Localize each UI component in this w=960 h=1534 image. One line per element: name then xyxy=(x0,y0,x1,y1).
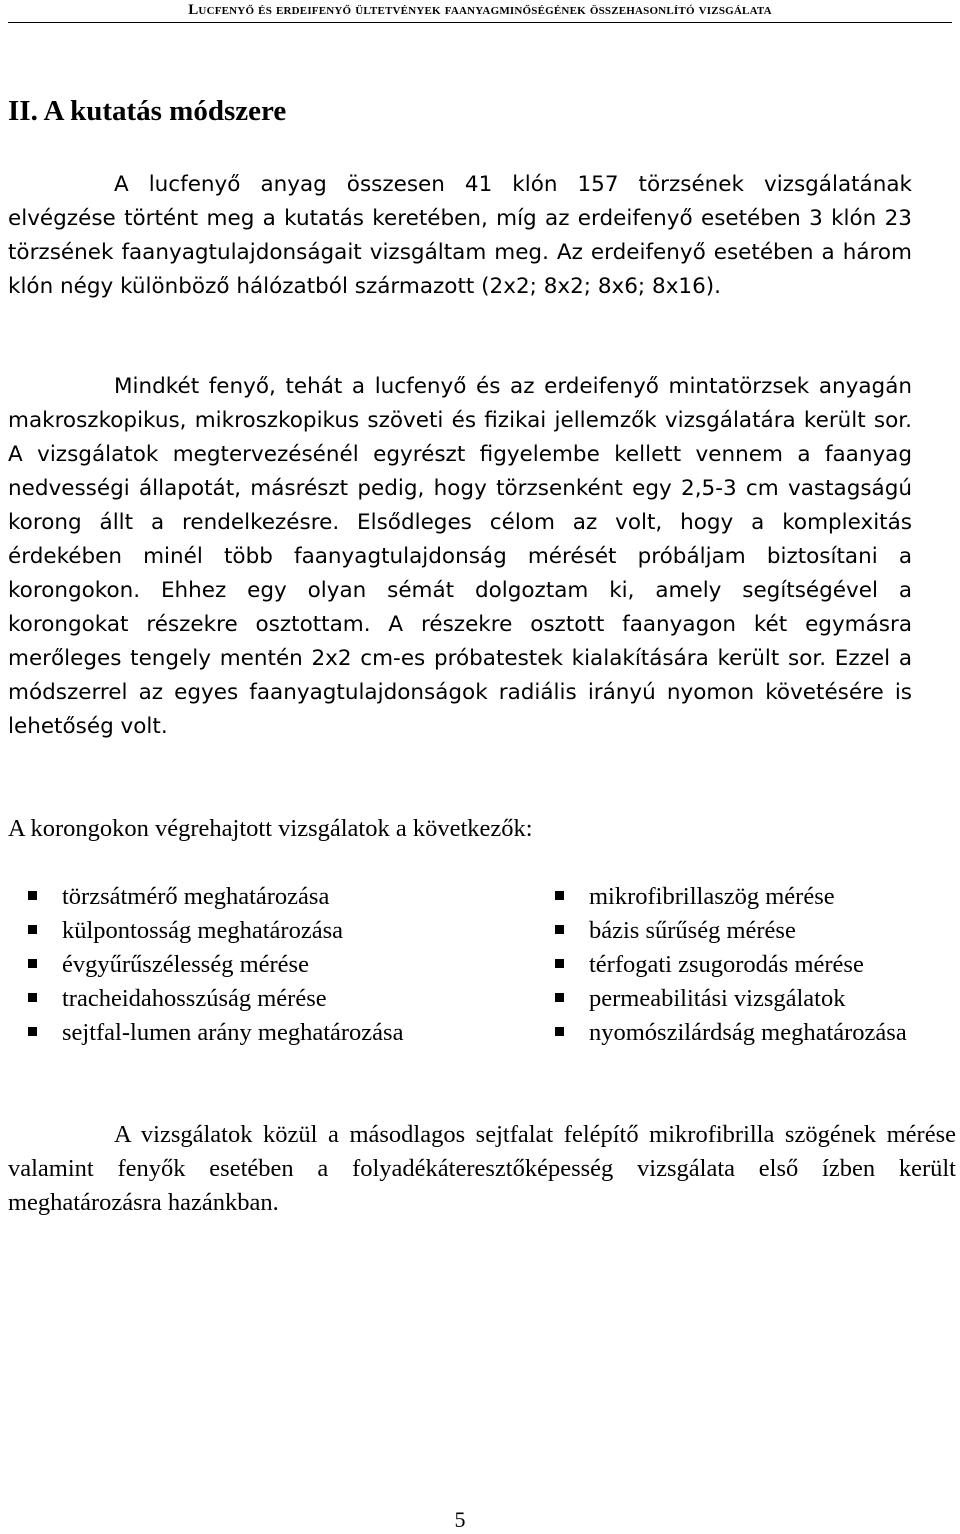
square-bullet-icon xyxy=(28,891,37,900)
list-item-text: törzsátmérő meghatározása xyxy=(62,883,330,910)
list-item xyxy=(28,948,498,982)
paragraph-methods: Mindkét fenyő, tehát a lucfenyő és az erdeifenyő mintatörzsek anyagán makroszkopikus, mikroszkopikus szöveti és fizikai jellemzők vizsgálatára került sor. A vizsgálatok megtervezésénél egyrészt figyelembe kellett vennem a faanyag nedvességi állapotát, másrészt pedig, hogy törzsenként egy 2,5-3 cm vastagságú korong állt a rendelkezésre. Elsődleges célom az volt, hogy a komplexitás érdekében minél több faanyagtulajdonság mérését próbáljam biztosítani a korongokon. Ehhez egy olyan sémát dolgoztam ki, amely segítségével a korongokat részekre osztottam. A részekre osztott faanyagon két egymásra merőleges tengely mentén 2x2 cm-es próbatestek kialakítására került sor. Ezzel a módszerrel az egyes faanyagtulajdonságok radiális irányú nyomon követésére is lehetőség volt. xyxy=(8,374,912,739)
list-item-text: külpontosság meghatározása xyxy=(62,917,343,944)
square-bullet-icon xyxy=(555,891,564,900)
measurements-list-left xyxy=(28,880,498,1050)
list-item xyxy=(555,880,955,914)
list-item xyxy=(28,1016,498,1050)
square-bullet-icon xyxy=(28,993,37,1002)
list-item-text: évgyűrűszélesség mérése xyxy=(62,951,309,978)
list-item-text: nyomószilárdság meghatározása xyxy=(589,1019,907,1046)
square-bullet-icon xyxy=(555,959,564,968)
list-item-text: bázis sűrűség mérése xyxy=(589,917,796,944)
square-bullet-icon xyxy=(28,959,37,968)
square-bullet-icon xyxy=(555,993,564,1002)
list-item-text: permeabilitási vizsgálatok xyxy=(589,985,846,1012)
page-number: 5 xyxy=(454,1507,466,1532)
list-item-text: tracheidahosszúság mérése xyxy=(62,985,327,1012)
measurements-intro: A korongokon végrehajtott vizsgálatok a következők: xyxy=(8,815,533,842)
list-item-text: mikrofibrillaszög mérése xyxy=(589,883,835,910)
list-item xyxy=(555,982,955,1016)
list-item xyxy=(28,914,498,948)
list-item xyxy=(555,914,955,948)
square-bullet-icon xyxy=(28,1027,37,1036)
paragraph-materials: A lucfenyő anyag összesen 41 klón 157 törzsének vizsgálatának elvégzése történt meg a kutatás keretében, míg az erdeifenyő esetében 3 klón 23 törzsének faanyagtulajdonságait vizsgáltam meg. Az erdeifenyő esetében a három klón négy különböző hálózatból származott (2x2; 8x2; 8x6; 8x16). xyxy=(8,172,912,299)
paragraph-novelty: A vizsgálatok közül a másodlagos sejtfalat felépítő mikrofibrilla szögének mérése valamint fenyők esetében a folyadékáteresztőképesség vizsgálata első ízben került meghatározásra hazánkban. xyxy=(8,1121,956,1216)
list-item xyxy=(28,982,498,1016)
list-item xyxy=(555,948,955,982)
running-header: Lucfenyő és erdeifenyő ültetvények faanyagminőségének összehasonlító vizsgálata xyxy=(8,2,952,23)
list-item xyxy=(28,880,498,914)
list-item-text: térfogati zsugorodás mérése xyxy=(589,951,864,978)
section-heading: II. A kutatás módszere xyxy=(8,95,287,127)
measurements-list-right xyxy=(555,880,955,1050)
square-bullet-icon xyxy=(555,1027,564,1036)
square-bullet-icon xyxy=(555,925,564,934)
list-item-text: sejtfal-lumen arány meghatározása xyxy=(62,1019,404,1046)
square-bullet-icon xyxy=(28,925,37,934)
list-item xyxy=(555,1016,955,1050)
